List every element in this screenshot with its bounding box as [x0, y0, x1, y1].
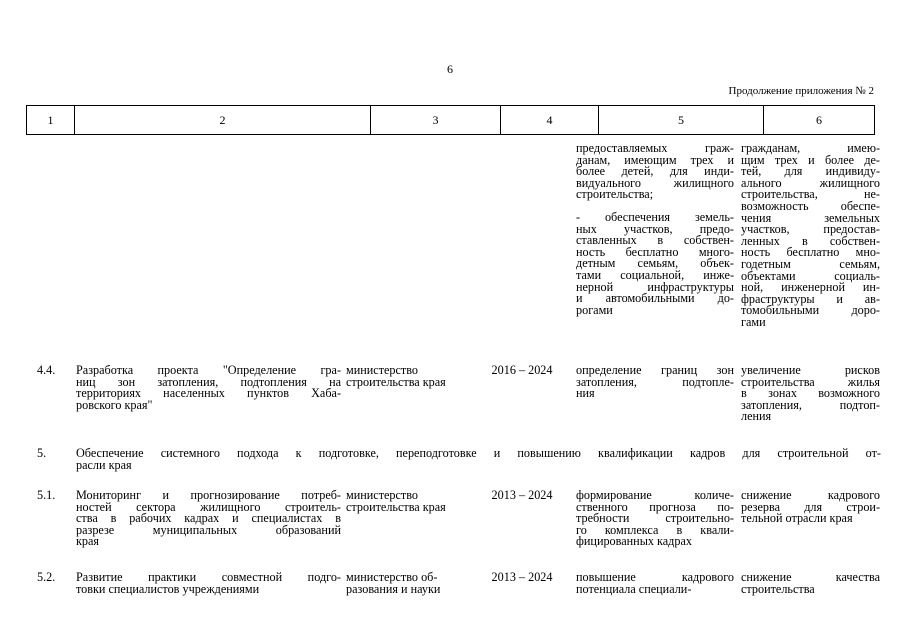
row-5-1-executor: министерство строительства края	[346, 488, 446, 514]
section-5-title: Обеспечение системного подхода к подготовке, переподготовке и повышению квалификации кадров для строительной от- расли края	[76, 446, 881, 472]
row-5-2-risk: снижение качества строительства	[741, 570, 880, 596]
row-4-4-executor: министерство строительства края	[346, 363, 446, 389]
row-5-2-result: повышение кадрового потенциала специали-	[576, 570, 734, 596]
row-4-4-period: 2016 – 2024	[491, 363, 553, 377]
page-number: 6	[447, 62, 453, 76]
row-5-2-name: Развитие практики совместной подго- товки специалистов учреждениями	[76, 570, 341, 596]
row-5-2-period: 2013 – 2024	[491, 570, 553, 584]
row-5-1-period: 2013 – 2024	[491, 488, 553, 502]
table-header	[26, 105, 875, 135]
row-5-2-number: 5.2.	[37, 570, 56, 584]
row-5-2-executor: министерство об- разования и науки	[346, 570, 441, 596]
header-col-5: 5	[599, 106, 764, 134]
row-4-4-risk: увеличение рисков строительства жилья в зонах возможного затопления, подтоп- ления	[741, 363, 880, 424]
row-4-4-number: 4.4.	[37, 363, 56, 377]
header-col-3: 3	[371, 106, 501, 134]
section-5-number: 5.	[37, 446, 47, 460]
header-col-6: 6	[816, 113, 822, 127]
row-5-1-number: 5.1.	[37, 488, 56, 502]
prev-row-risk: гражданам, имею- щим трех и более де- тей, для индивиду- ального жилищного строительства, не- возможность обеспе- чения земельных участков, предостав- ленных в собствен- ность бесплатно мно- годетным семьям, объектами социаль- ной, инженерной ин- фраструктуры и ав- томобильными доро- гами	[741, 141, 880, 329]
row-5-1-name: Мониторинг и прогнозирование потреб- ностей сектора жилищного строитель- ства в рабочих кадрах и специалистах в разрезе муниципальных образований края	[76, 488, 341, 549]
row-4-4-name: Разработка проекта "Определение гра- ниц зон затопления, подтопления на территориях населенных пунктов Хаба- ровского края"	[76, 363, 341, 412]
continuation-label: Продолжение приложения № 2	[728, 85, 874, 97]
row-5-1-result: формирование количе- ственного прогноза по- требности строительно- го комплекса в квали- фицированных кадрах	[576, 488, 734, 549]
row-4-4-result: определение границ зон затопления, подтопле- ния	[576, 363, 734, 401]
prev-row-result-b: - обеспечения земель- ных участков, предо- ставленных в собствен- ность бесплатно много- детным семьям, объек- тами социальной, инже- нерной инфраструктуры и автомобильными до- рогами	[576, 210, 734, 317]
header-col-2: 2	[75, 106, 371, 134]
row-5-1-risk: снижение кадрового резерва для строи- тельной отрасли края	[741, 488, 880, 526]
header-col-1: 1	[27, 106, 75, 134]
header-col-4: 4	[501, 106, 599, 134]
prev-row-result-a: предоставляемых граж- данам, имеющим трех и более детей, для инди- видуального жилищного строительства;	[576, 141, 734, 202]
